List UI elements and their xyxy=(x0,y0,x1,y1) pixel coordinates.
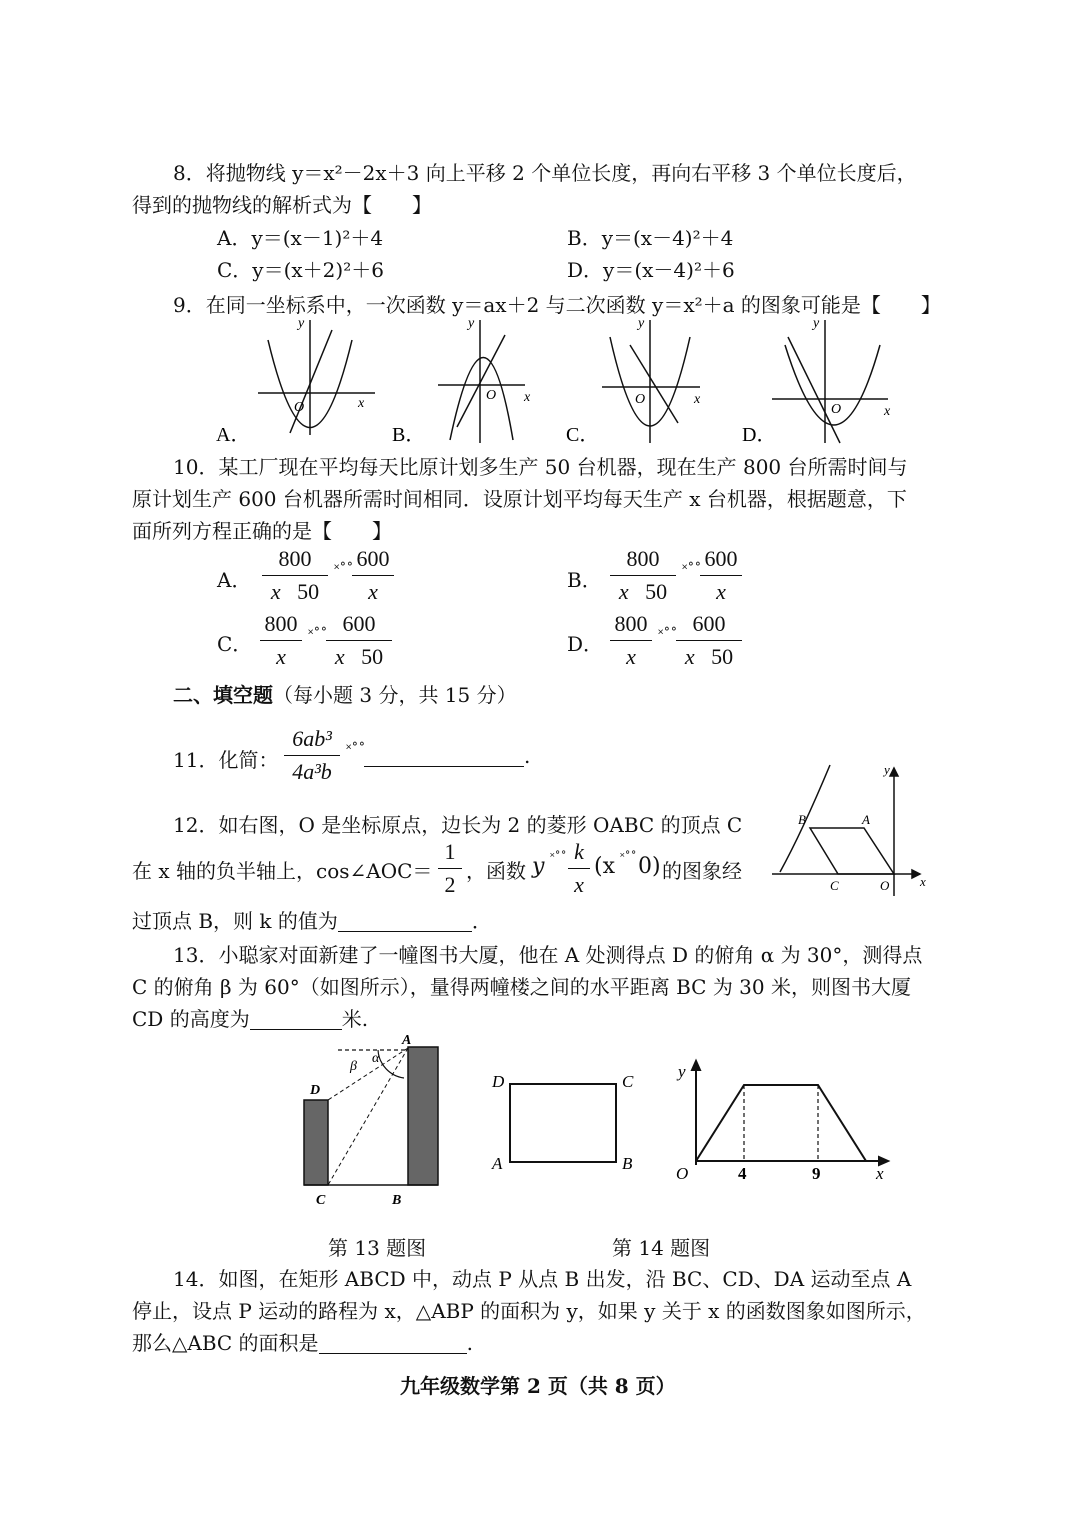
q8-option-b: B．y＝(x－4)²＋4 xyxy=(567,226,734,250)
half-denominator: 2 xyxy=(444,872,456,897)
q14-answer-blank[interactable] xyxy=(319,1333,467,1354)
q9-a-origin: O xyxy=(294,400,305,415)
q8-option-c: C．y＝(x＋2)²＋6 xyxy=(217,258,384,282)
q13-unit: 米. xyxy=(341,1007,369,1031)
q12-label-b: B xyxy=(798,812,806,827)
q8-option-a: A．y＝(x－1)²＋4 xyxy=(217,226,384,250)
q14-graph-x: x xyxy=(876,1164,884,1183)
q14-function-graph xyxy=(696,1085,866,1161)
q9-d-xlabel: x xyxy=(884,404,891,419)
q8-option-d: D．y＝(x－4)²＋6 xyxy=(567,258,735,282)
q9-d-origin: O xyxy=(831,402,842,417)
q14-label-d: D xyxy=(492,1072,505,1091)
num-50: 50 xyxy=(297,579,320,604)
page-footer: 九年级数学第 2 页（共 8 页） xyxy=(400,1374,676,1398)
q9-line1: 9．在同一坐标系中，一次函数 y＝ax＋2 与二次函数 y＝x²＋a 的图象可能是【 】 xyxy=(173,293,941,317)
section-2-note: （每小题 3 分，共 15 分） xyxy=(273,683,517,707)
q13-label-alpha: α xyxy=(372,1051,380,1066)
q10-option-a-label: A． xyxy=(217,568,252,592)
var-x: x xyxy=(684,644,695,669)
var-x: x xyxy=(334,644,345,669)
q9-c-xlabel: x xyxy=(694,392,701,407)
q14-graph-figure xyxy=(668,1055,898,1190)
q14-line2: 停止，设点 P 运动的路程为 x，△ABP 的面积为 y，如果 y 关于 x 的函数图象如图所示， xyxy=(132,1299,926,1323)
q12-label-o: O xyxy=(880,878,890,893)
section-2-title: 二、填空题 xyxy=(173,683,273,707)
q11-end: . xyxy=(524,744,531,768)
q14-tick-9: 9 xyxy=(812,1164,821,1183)
q9-graphs xyxy=(210,315,990,450)
q14-rectangle-figure xyxy=(490,1065,650,1180)
q9-b-xlabel: x xyxy=(524,390,531,405)
numerator: 600 xyxy=(704,546,738,571)
q14-line3 xyxy=(132,1328,473,1358)
q8-line1: 8．将抛物线 y＝x²－2x＋3 向上平移 2 个单位长度，再向右平移 3 个单位长度后， xyxy=(173,161,917,185)
q10-line3: 面所列方程正确的是【 】 xyxy=(132,519,392,543)
q12-line2b: ，函数 xyxy=(466,859,526,883)
q9-label-c: C． xyxy=(566,424,600,446)
q11-fraction xyxy=(284,725,340,786)
var-x: x xyxy=(626,644,636,669)
var-x: x xyxy=(270,579,281,604)
q9-graph-a xyxy=(258,320,375,435)
numerator: 800 xyxy=(264,611,298,636)
q14-graph-y: y xyxy=(678,1062,686,1081)
num-50: 50 xyxy=(361,644,384,669)
q10-d-garble: ˟˚˚ xyxy=(658,627,678,643)
q10-a-garble: ˟˚˚ xyxy=(334,562,354,578)
q12-paren-x: (x xyxy=(594,854,615,879)
numerator: 600 xyxy=(342,611,376,636)
q9-label-d: D． xyxy=(742,424,777,446)
q13-answer-blank[interactable] xyxy=(250,1009,342,1030)
q10-option-b-label: B． xyxy=(567,568,602,592)
q13-library-building xyxy=(304,1100,328,1185)
q13-label-beta: β xyxy=(350,1059,357,1074)
q9-d-ylabel: y xyxy=(813,316,820,331)
numerator: 800 xyxy=(626,546,660,571)
half-numerator: 1 xyxy=(444,839,456,864)
q12-y: y xyxy=(532,854,545,879)
q14-graph-origin: O xyxy=(676,1164,689,1183)
q12-label-y: y xyxy=(884,762,890,777)
q9-label-a: A． xyxy=(216,424,251,446)
q11-numerator: 6ab³ xyxy=(292,726,332,751)
q14-line3-text: 那么△ABC 的面积是 xyxy=(132,1331,319,1355)
q13-figure xyxy=(298,1030,448,1210)
q10-c-garble: ˟˚˚ xyxy=(308,627,328,643)
q13-label-d: D xyxy=(310,1083,321,1098)
q9-a-ylabel: y xyxy=(298,316,305,331)
q13-label-b: B xyxy=(392,1193,402,1208)
q14-line1: 14．如图，在矩形 ABCD 中，动点 P 从点 B 出发，沿 BC、CD、DA 运动至点 A xyxy=(173,1267,912,1291)
q9-graph-d xyxy=(772,320,888,443)
var-x: x xyxy=(368,579,378,604)
q9-label-b: B． xyxy=(392,424,426,446)
q14-caption: 第 14 题图 xyxy=(612,1236,711,1260)
q14-tick-4: 4 xyxy=(738,1164,747,1183)
q13-caption: 第 13 题图 xyxy=(328,1236,427,1260)
q10-d-frac1 xyxy=(610,610,652,671)
q10-c-frac2 xyxy=(326,610,392,671)
q13-line3-text: CD 的高度为 xyxy=(132,1007,250,1031)
q9-graph-c xyxy=(602,320,700,443)
q14-label-a: A xyxy=(492,1154,503,1173)
q13-line2: C 的俯角 β 为 60°（如图所示），量得两幢楼之间的水平距离 BC 为 30 米，则图书大厦 xyxy=(132,975,911,999)
numerator: 600 xyxy=(356,546,390,571)
q12-line3 xyxy=(132,906,492,936)
q10-line1: 10．某工厂现在平均每天比原计划多生产 50 台机器，现在生产 800 台所需时间与 xyxy=(173,455,908,479)
q12-end: ． xyxy=(471,909,492,933)
k-numerator: k xyxy=(574,839,584,864)
numerator: 600 xyxy=(692,611,726,636)
q12-line3-text: 过顶点 B，则 k 的值为 xyxy=(132,909,338,933)
numerator: 800 xyxy=(614,611,648,636)
q13-line1: 13．小聪家对面新建了一幢图书大厦，他在 A 处测得点 D 的俯角 α 为 30°，测得点 xyxy=(173,943,923,967)
q11-denominator: 4a³b xyxy=(292,759,332,784)
numerator: 800 xyxy=(278,546,312,571)
q12-answer-blank[interactable] xyxy=(338,911,472,932)
q12-garble1: ˟˚˚ xyxy=(550,850,567,864)
q9-b-ylabel: y xyxy=(468,316,475,331)
q9-a-xlabel: x xyxy=(358,396,365,411)
var-x: x xyxy=(276,644,286,669)
q11-garble: ˟˚˚ xyxy=(346,742,366,758)
q13-label-c: C xyxy=(316,1193,326,1208)
q14-label-b: B xyxy=(622,1154,633,1173)
q10-b-frac1 xyxy=(610,545,676,606)
num-50: 50 xyxy=(645,579,668,604)
q9-c-origin: O xyxy=(635,392,646,407)
q10-line2: 原计划生产 600 台机器所需时间相同．设原计划平均每天生产 x 台机器，根据题意，下 xyxy=(132,487,907,511)
q10-option-c-label: C． xyxy=(217,632,253,656)
q11-answer-blank[interactable] xyxy=(364,746,524,767)
q12-label-c: C xyxy=(830,878,839,893)
x-denominator: x xyxy=(574,872,584,897)
q10-a-frac1 xyxy=(262,545,328,606)
q12-k-fraction xyxy=(568,838,590,899)
var-x: x xyxy=(716,579,726,604)
q14-rectangle xyxy=(510,1084,616,1162)
q12-label-x: x xyxy=(920,874,926,889)
q12-figure xyxy=(772,760,942,900)
q12-label-a: A xyxy=(862,812,870,827)
q10-c-frac1 xyxy=(260,610,302,671)
q9-graph-b xyxy=(438,320,525,443)
q8-line2: 得到的抛物线的解析式为【 】 xyxy=(132,193,432,217)
q13-home-building xyxy=(408,1047,438,1185)
num-50: 50 xyxy=(711,644,734,669)
q12-garble2: ˟˚˚ xyxy=(620,850,637,864)
q9-c-ylabel: y xyxy=(638,316,645,331)
q14-end: . xyxy=(466,1331,473,1355)
q13-label-a: A xyxy=(402,1033,412,1048)
q10-d-frac2 xyxy=(676,610,742,671)
q10-option-d-label: D． xyxy=(567,632,604,656)
q11-prefix: 11．化简： xyxy=(173,748,279,772)
q10-b-frac2 xyxy=(700,545,742,606)
q12-half-fraction xyxy=(438,838,462,899)
var-x: x xyxy=(618,579,629,604)
q12-rhombus xyxy=(810,828,894,874)
q10-a-frac2 xyxy=(352,545,394,606)
q9-b-origin: O xyxy=(486,388,497,403)
q12-line2c: 的图象经 xyxy=(662,859,742,883)
q14-label-c: C xyxy=(622,1072,634,1091)
q12-line1: 12．如右图，O 是坐标原点，边长为 2 的菱形 OABC 的顶点 C xyxy=(173,813,743,837)
q12-line2a: 在 x 轴的负半轴上，cos∠AOC＝ xyxy=(132,859,433,883)
q10-b-garble: ˟˚˚ xyxy=(682,562,702,578)
q11-answer-line xyxy=(364,744,530,768)
section-2-heading xyxy=(173,680,517,710)
q12-zero: 0) xyxy=(638,854,661,879)
